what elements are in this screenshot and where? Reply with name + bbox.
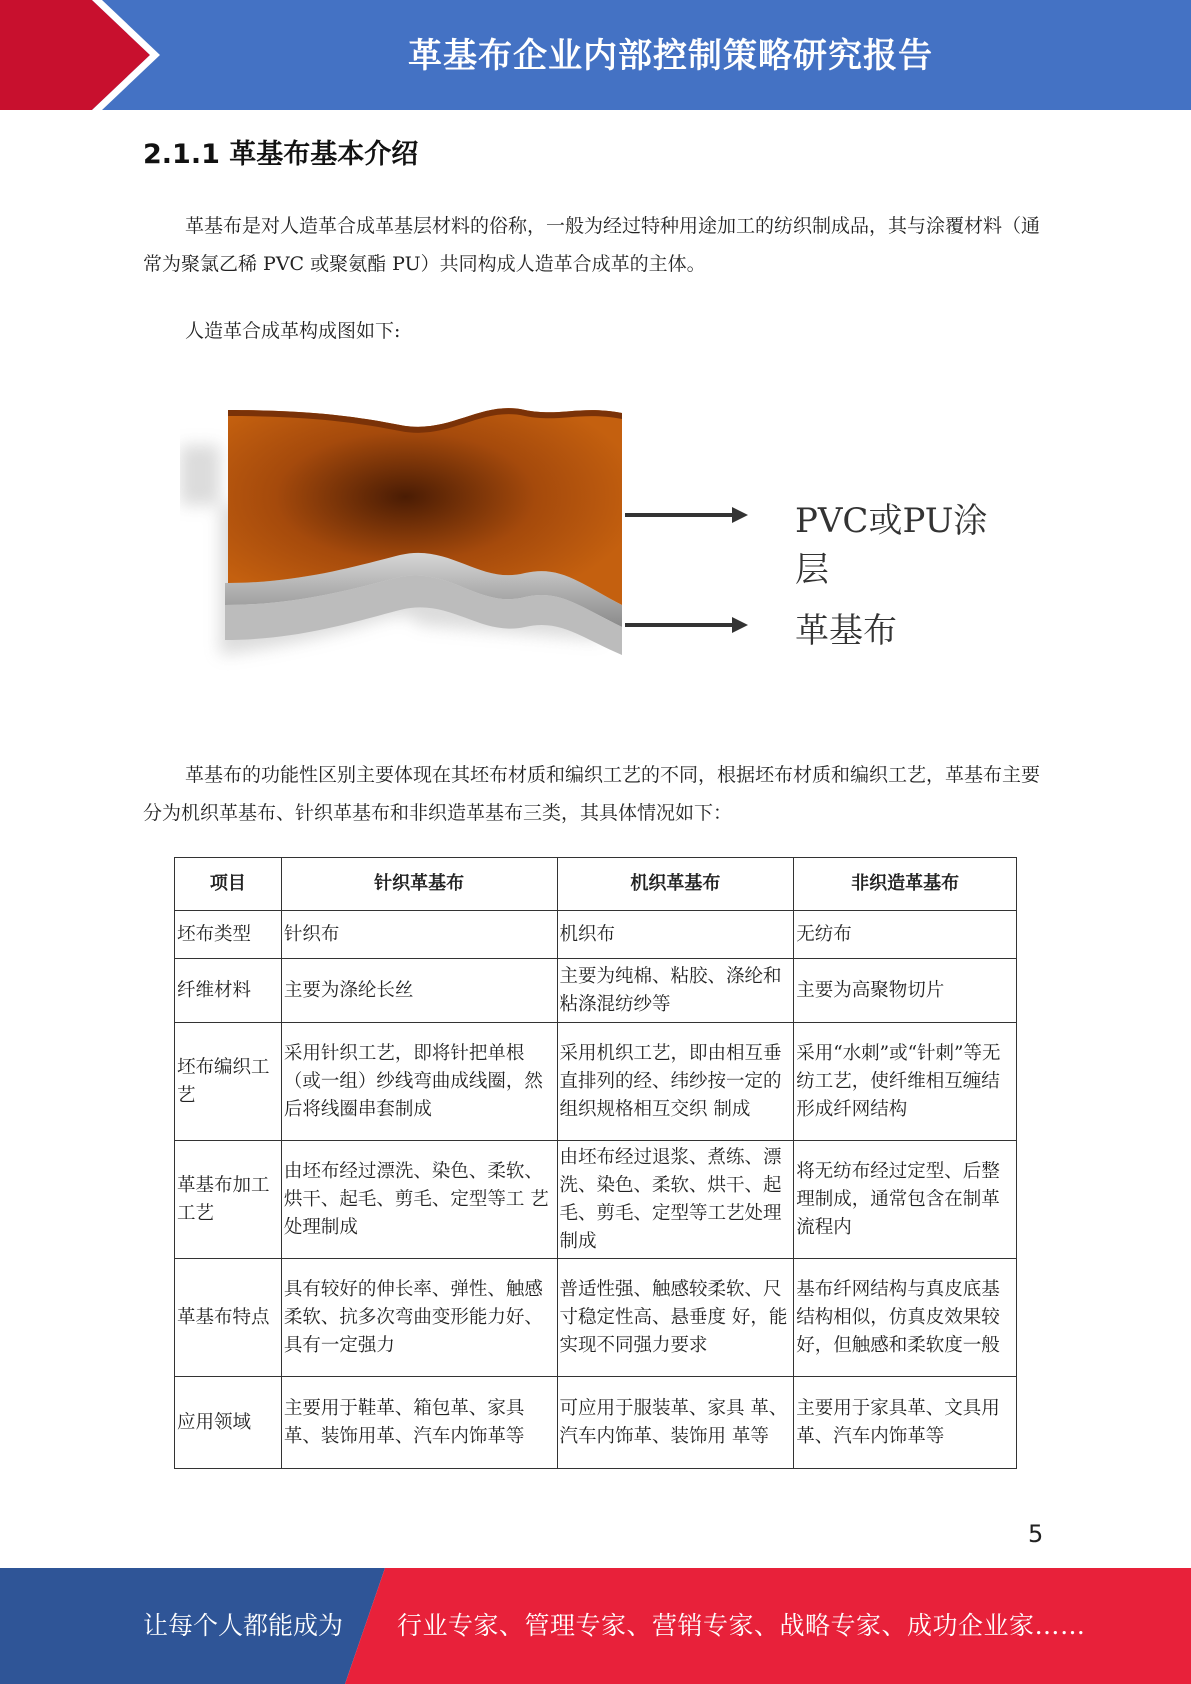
header-cell-nonwoven: 非织造革基布 <box>794 858 1017 911</box>
table-cell: 基布纤网结构与真皮底基结构相似，仿真皮效果较好，但触感和柔软度一般 <box>794 1259 1017 1377</box>
table-cell: 采用“水刺”或“针刺”等无纺工艺，使纤维相互缠结形成纤网结构 <box>794 1023 1017 1141</box>
table-header-row <box>175 858 1017 911</box>
fabric-comparison-table <box>174 857 1017 1469</box>
table-row <box>175 1377 1017 1469</box>
table-row <box>175 1259 1017 1377</box>
classification-paragraph: 革基布的功能性区别主要体现在其坯布材质和编织工艺的不同，根据坯布材质和编织工艺，革基布主要分为机织革基布、针织革基布和非织造革基布三类，其具体情况如下： <box>143 764 1041 824</box>
table-cell: 采用机织工艺，即由相互垂直排列的经、纬纱按一定的组织规格相互交织 制成 <box>557 1023 794 1141</box>
table-cell: 机织布 <box>557 911 794 959</box>
table-cell: 针织布 <box>281 911 557 959</box>
table-cell: 无纺布 <box>794 911 1017 959</box>
footer-slogan-right: 行业专家、管理专家、营销专家、战略专家、成功企业家…… <box>397 1611 1086 1640</box>
coating-label: PVC或PU涂层 <box>795 501 988 590</box>
header-cell-knitted: 针织革基布 <box>281 858 557 911</box>
page-number: 5 <box>1028 1520 1044 1548</box>
table-cell: 主要为纯棉、粘胶、涤纶和粘涤混纺纱等 <box>557 959 794 1023</box>
row-label-cell: 革基布加工工艺 <box>175 1141 282 1259</box>
table-cell: 由坯布经过退浆、煮练、漂洗、染色、柔软、烘干、起毛、剪毛、定型等工艺处理制成 <box>557 1141 794 1259</box>
row-label-cell: 坯布编织工艺 <box>175 1023 282 1141</box>
header-cell-woven: 机织革基布 <box>557 858 794 911</box>
table-row <box>175 1141 1017 1259</box>
table-cell: 普适性强、触感较柔软、尺寸稳定性高、悬垂度 好，能实现不同强力要求 <box>557 1259 794 1377</box>
page-header <box>0 0 1191 110</box>
footer-slogan-left: 让每个人都能成为 <box>143 1611 344 1640</box>
table-cell: 主要用于家具革、文具用革、汽车内饰革等 <box>794 1377 1017 1469</box>
table-cell: 可应用于服装革、家具 革、汽车内饰革、装饰用 革等 <box>557 1377 794 1469</box>
table-cell: 由坯布经过漂洗、染色、柔软、 烘干、起毛、剪毛、定型等工 艺处理制成 <box>281 1141 557 1259</box>
table-cell: 主要为高聚物切片 <box>794 959 1017 1023</box>
header-arrow-decoration <box>0 0 170 110</box>
base-fabric-label: 革基布 <box>795 611 897 651</box>
table-cell: 主要为涤纶长丝 <box>281 959 557 1023</box>
table-cell: 具有较好的伸长率、弹性、触感柔软、抗多次弯曲变形能力好、具有一定强力 <box>281 1259 557 1377</box>
table-row <box>175 1023 1017 1141</box>
row-label-cell: 坯布类型 <box>175 911 282 959</box>
intro-paragraph: 革基布是对人造革合成革基层材料的俗称，一般为经过特种用途加工的纺织制成品，其与涂覆材料（通常为聚氯乙稀 PVC 或聚氨酯 PU）共同构成人造革合成革的主体。 <box>143 215 1041 275</box>
row-label-cell: 革基布特点 <box>175 1259 282 1377</box>
figure-intro-paragraph: 人造革合成革构成图如下: <box>185 320 401 342</box>
row-label-cell: 纤维材料 <box>175 959 282 1023</box>
section-heading: 2.1.1 革基布基本介绍 <box>143 139 419 170</box>
header-cell-item: 项目 <box>175 858 282 911</box>
row-label-cell: 应用领域 <box>175 1377 282 1469</box>
table-cell: 采用针织工艺，即将针把单根（或一组）纱线弯曲成线圈，然后将线圈串套制成 <box>281 1023 557 1141</box>
table-cell: 将无纺布经过定型、后整理制成，通常包含在制革流程内 <box>794 1141 1017 1259</box>
header-title: 革基布企业内部控制策略研究报告 <box>408 36 933 76</box>
table-row <box>175 959 1017 1023</box>
table-cell: 主要用于鞋革、箱包革、家具革、装饰用革、汽车内饰革等 <box>281 1377 557 1469</box>
leather-structure-figure <box>180 405 1020 705</box>
page-footer <box>0 1568 1191 1684</box>
table-row <box>175 911 1017 959</box>
